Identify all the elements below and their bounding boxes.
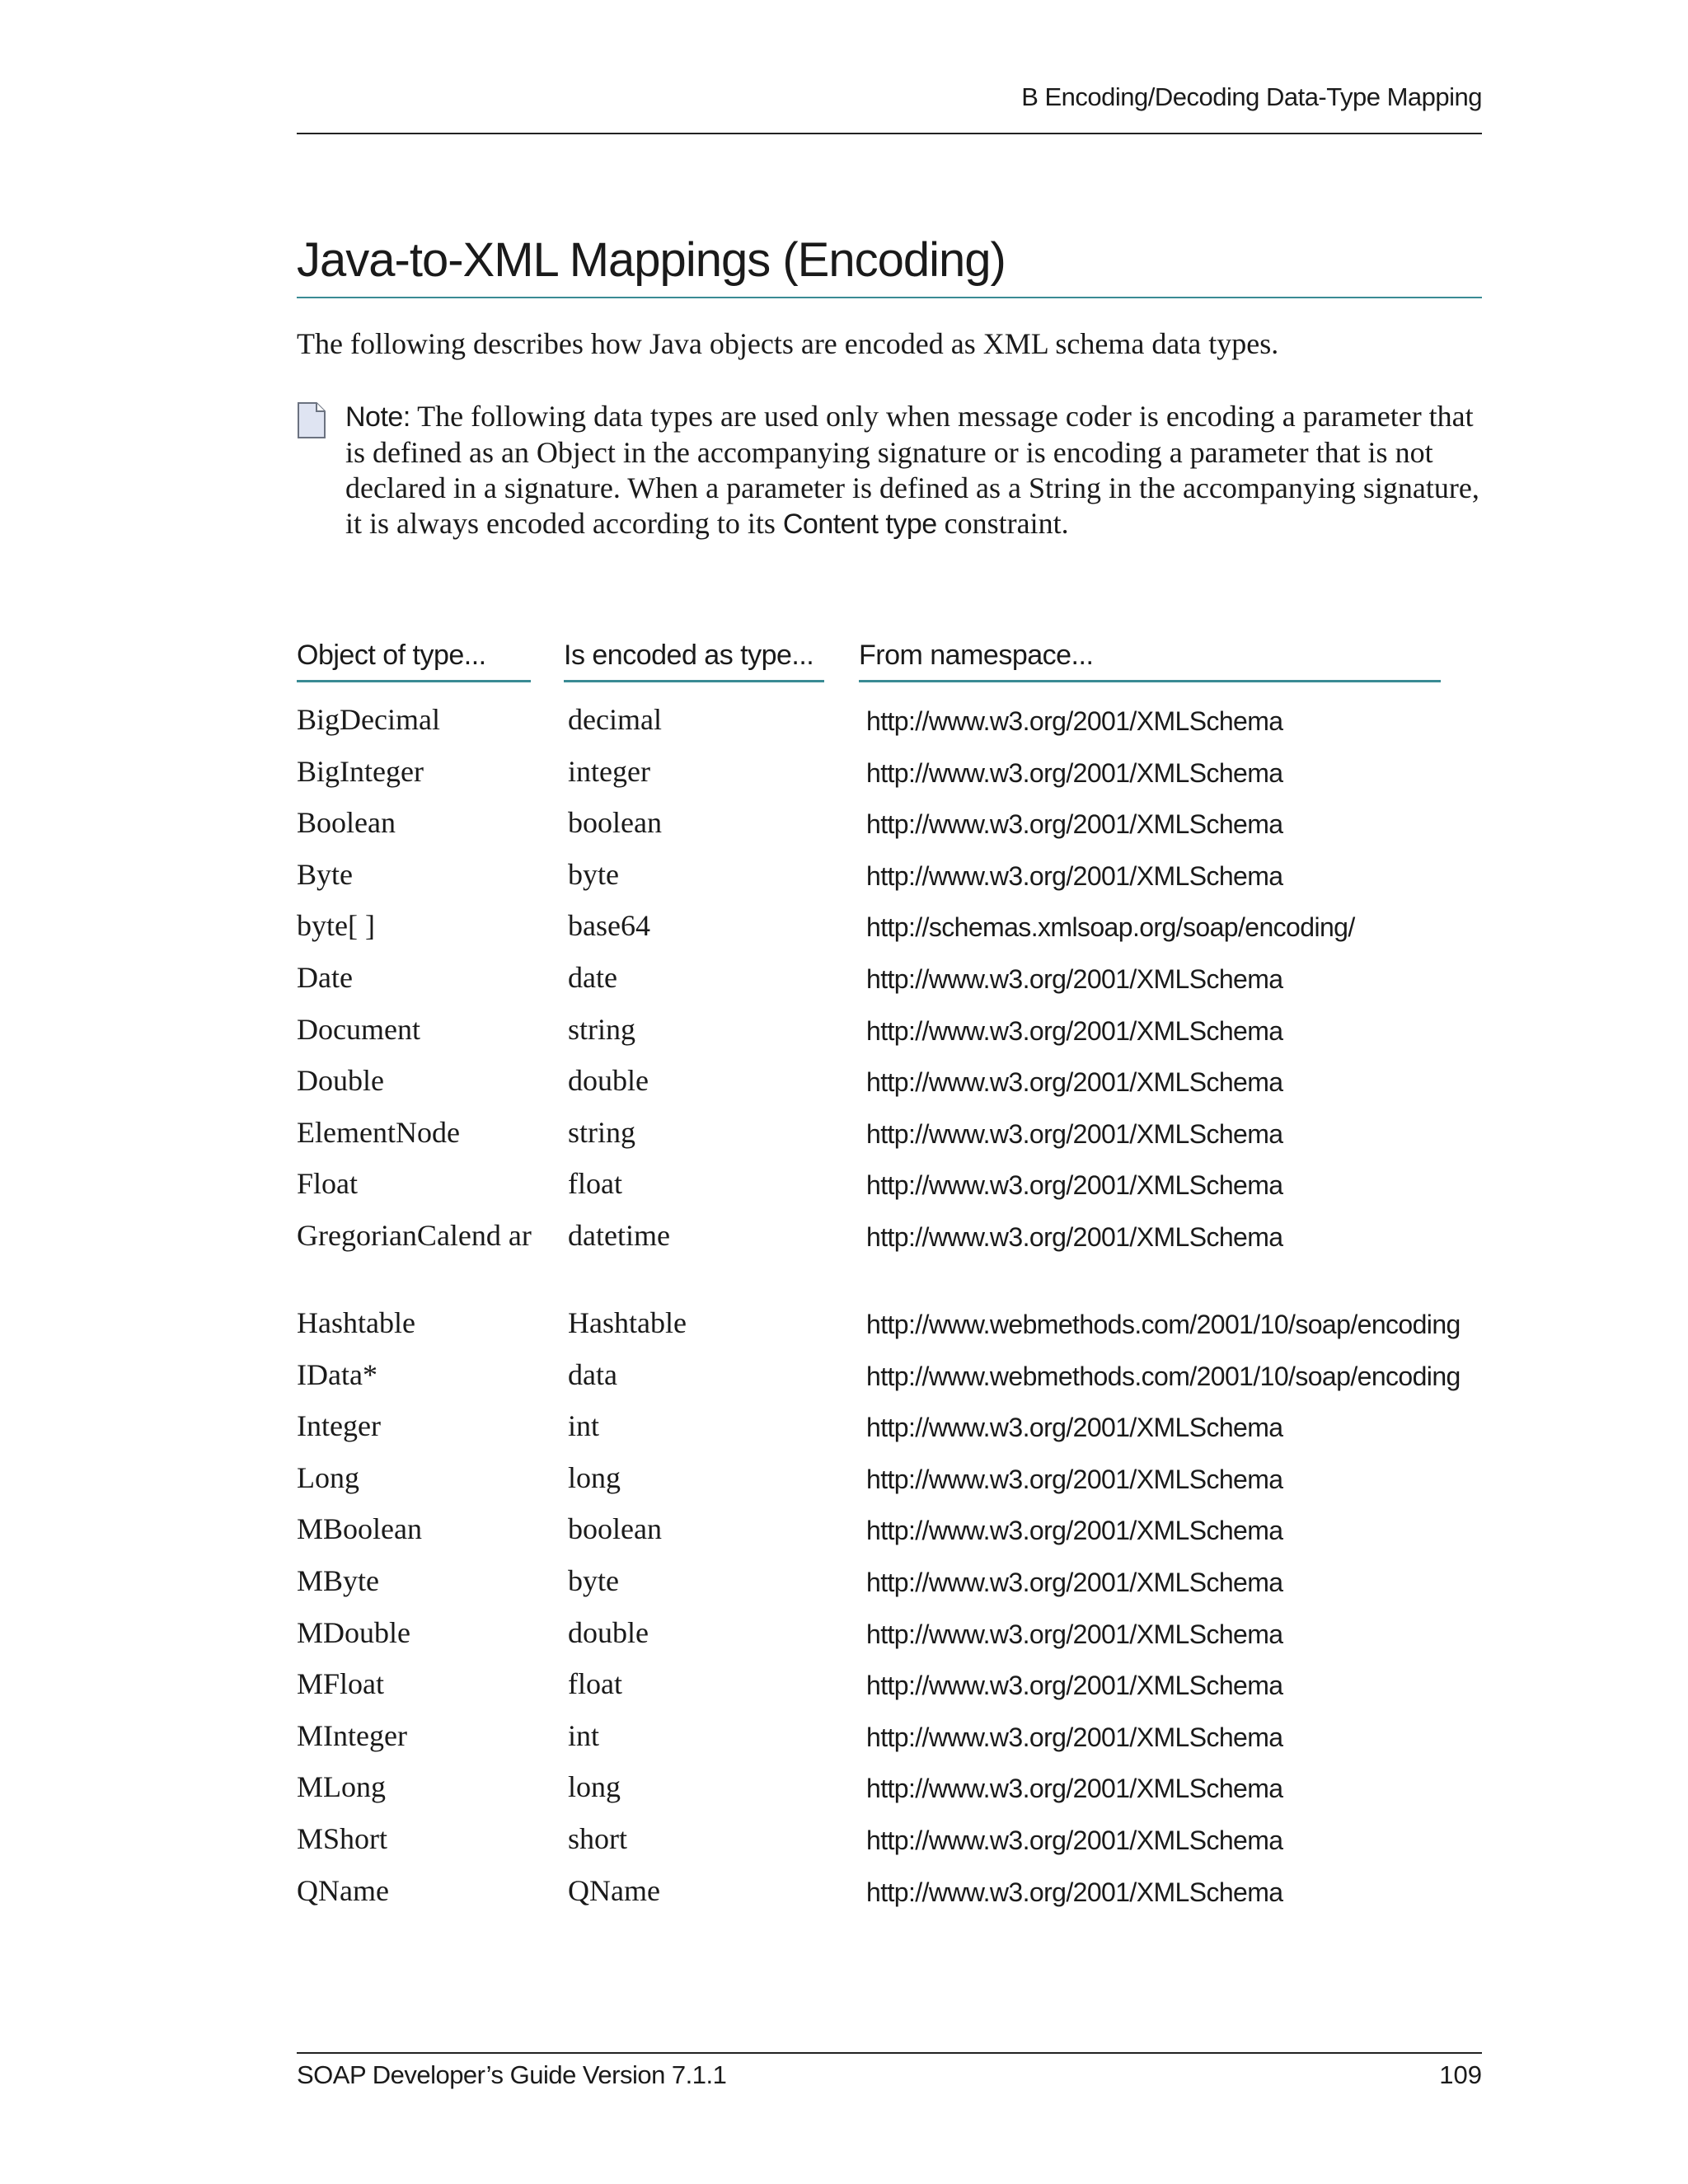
object-type-cell: IData*: [297, 1357, 377, 1391]
column-header-encoded-type: Is encoded as type...: [564, 640, 814, 671]
note-page-icon: [297, 402, 326, 438]
namespace-cell: http://www.w3.org/2001/XMLSchema: [866, 1222, 1283, 1252]
note-text-end: constraint.: [936, 507, 1069, 540]
encoded-type-cell: long: [568, 1460, 621, 1494]
object-type-cell: MByte: [297, 1564, 380, 1597]
encoded-type-cell: byte: [568, 857, 619, 891]
encoded-type-cell: boolean: [568, 1512, 662, 1546]
namespace-cell: http://www.w3.org/2001/XMLSchema: [866, 1774, 1283, 1804]
object-type-cell: Byte: [297, 857, 353, 891]
object-type-cell: Document: [297, 1012, 420, 1046]
encoded-type-cell: base64: [568, 909, 650, 943]
namespace-cell: http://www.w3.org/2001/XMLSchema: [866, 1413, 1283, 1443]
title-rule: [297, 297, 1482, 298]
namespace-cell: http://www.w3.org/2001/XMLSchema: [866, 1170, 1283, 1201]
object-type-cell: MLong: [297, 1770, 386, 1804]
namespace-cell: http://www.w3.org/2001/XMLSchema: [866, 1118, 1283, 1149]
object-type-cell: BigInteger: [297, 754, 424, 788]
namespace-cell: http://www.w3.org/2001/XMLSchema: [866, 1671, 1283, 1701]
footer-rule: [297, 2052, 1482, 2054]
namespace-cell: http://www.w3.org/2001/XMLSchema: [866, 1619, 1283, 1649]
encoded-type-cell: boolean: [568, 806, 662, 840]
object-type-cell: Boolean: [297, 806, 396, 840]
namespace-cell: http://www.webmethods.com/2001/10/soap/encoding: [866, 1361, 1461, 1391]
object-type-cell: byte[ ]: [297, 909, 375, 943]
object-type-cell: Date: [297, 961, 353, 994]
object-type-cell: BigDecimal: [297, 703, 440, 736]
encoded-type-cell: long: [568, 1770, 621, 1804]
encoded-type-cell: integer: [568, 754, 650, 788]
header-rule: [297, 133, 1482, 134]
object-type-cell: MBoolean: [297, 1512, 422, 1546]
encoded-type-cell: datetime: [568, 1219, 670, 1252]
page-number: 109: [1439, 2060, 1482, 2089]
object-type-cell: MInteger: [297, 1718, 407, 1752]
encoded-type-cell: string: [568, 1012, 636, 1046]
column-rule-object-type: [297, 680, 531, 682]
object-type-cell: Long: [297, 1460, 359, 1494]
encoded-type-cell: int: [568, 1409, 600, 1443]
note-text: The following data types are used only when message coder is encoding a parameter that is defined as an Object in the accompanying signature or is encoding a parameter that is not declared in a signature. When a parameter is defined as a String in the accompanying signature, it is always encoded according to its: [345, 400, 1479, 540]
object-type-cell: GregorianCalend ar: [297, 1219, 532, 1252]
footer-doc-title: SOAP Developer’s Guide Version 7.1.1: [297, 2060, 727, 2089]
object-type-cell: QName: [297, 1873, 389, 1907]
namespace-cell: http://schemas.xmlsoap.org/soap/encoding/: [866, 912, 1355, 943]
encoded-type-cell: float: [568, 1667, 622, 1701]
note-label: Note:: [345, 401, 410, 433]
encoded-type-cell: data: [568, 1357, 617, 1391]
object-type-cell: Double: [297, 1064, 384, 1098]
object-type-cell: Hashtable: [297, 1306, 415, 1339]
object-type-cell: MDouble: [297, 1615, 410, 1649]
namespace-cell: http://www.w3.org/2001/XMLSchema: [866, 1877, 1283, 1907]
namespace-cell: http://www.w3.org/2001/XMLSchema: [866, 757, 1283, 788]
intro-paragraph: The following describes how Java objects are encoded as XML schema data types.: [297, 327, 1279, 360]
note-paragraph: [345, 399, 1483, 542]
namespace-cell: http://www.w3.org/2001/XMLSchema: [866, 1464, 1283, 1494]
namespace-cell: http://www.w3.org/2001/XMLSchema: [866, 1015, 1283, 1046]
encoded-type-cell: string: [568, 1115, 636, 1149]
object-type-cell: MShort: [297, 1822, 388, 1855]
namespace-cell: http://www.w3.org/2001/XMLSchema: [866, 1067, 1283, 1098]
encoded-type-cell: int: [568, 1718, 600, 1752]
encoded-type-cell: double: [568, 1064, 649, 1098]
column-header-object-type: Object of type...: [297, 640, 486, 671]
column-rule-encoded-type: [564, 680, 824, 682]
namespace-cell: http://www.w3.org/2001/XMLSchema: [866, 964, 1283, 994]
object-type-cell: MFloat: [297, 1667, 385, 1701]
namespace-cell: http://www.webmethods.com/2001/10/soap/encoding: [866, 1310, 1461, 1339]
namespace-cell: http://www.w3.org/2001/XMLSchema: [866, 1568, 1283, 1597]
namespace-cell: http://www.w3.org/2001/XMLSchema: [866, 809, 1283, 840]
encoded-type-cell: short: [568, 1822, 627, 1855]
object-type-cell: Integer: [297, 1409, 381, 1443]
encoded-type-cell: decimal: [568, 703, 662, 736]
namespace-cell: http://www.w3.org/2001/XMLSchema: [866, 860, 1283, 891]
encoded-type-cell: QName: [568, 1873, 660, 1907]
encoded-type-cell: float: [568, 1167, 622, 1201]
encoded-type-cell: double: [568, 1615, 649, 1649]
object-type-cell: Float: [297, 1167, 359, 1201]
encoded-type-cell: Hashtable: [568, 1306, 687, 1339]
encoded-type-cell: byte: [568, 1564, 619, 1597]
namespace-cell: http://www.w3.org/2001/XMLSchema: [866, 1722, 1283, 1752]
namespace-cell: http://www.w3.org/2001/XMLSchema: [866, 1825, 1283, 1855]
encoded-type-cell: date: [568, 961, 617, 994]
object-type-cell: ElementNode: [297, 1115, 460, 1149]
namespace-cell: http://www.w3.org/2001/XMLSchema: [866, 706, 1283, 736]
running-header: B Encoding/Decoding Data-Type Mapping: [1021, 82, 1482, 111]
column-header-namespace: From namespace...: [859, 640, 1094, 671]
page-title: Java-to-XML Mappings (Encoding): [297, 233, 1006, 287]
namespace-cell: http://www.w3.org/2001/XMLSchema: [866, 1516, 1283, 1546]
note-code-term: Content type: [782, 509, 937, 540]
column-rule-namespace: [859, 680, 1441, 682]
